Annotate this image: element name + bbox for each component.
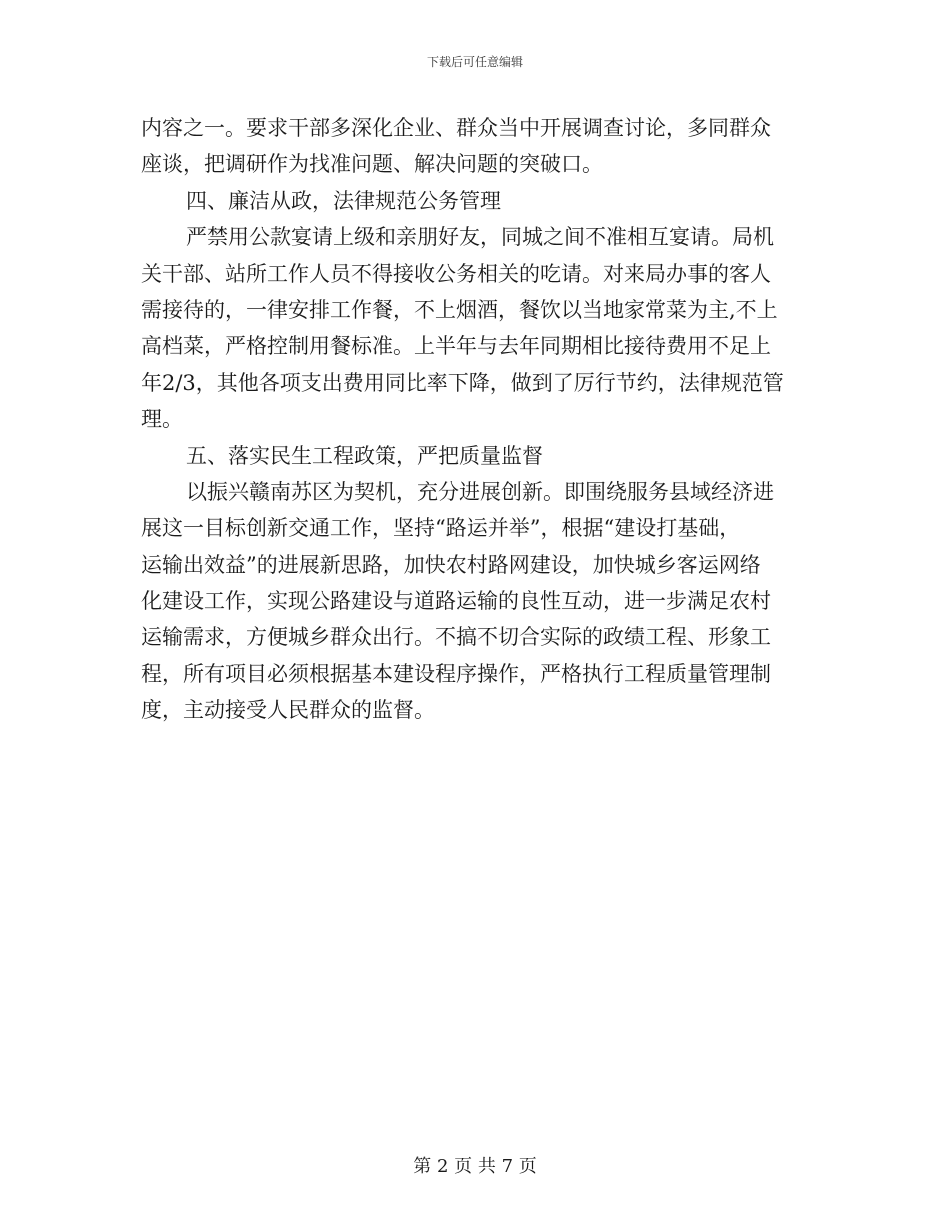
body-line: 年2/3，其他各项支出费用同比率下降，做到了厉行节约，法律规范管 xyxy=(141,370,784,395)
page-number: 第 2 页 共 7 页 xyxy=(413,1156,537,1177)
body-line: 严禁用公款宴请上级和亲朋好友，同城之间不准相互宴请。局机 xyxy=(186,225,774,250)
body-line: 理。 xyxy=(141,407,183,432)
body-line: 程，所有项目必须根据基本建设程序操作，严格执行工程质量管理制 xyxy=(141,661,771,686)
body-line: 需接待的，一律安排工作餐，不上烟酒，餐饮以当地家常菜为主,不上 xyxy=(141,297,778,322)
body-line: 化建设工作，实现公路建设与道路运输的良性互动，进一步满足农村 xyxy=(141,589,771,614)
body-line: 高档菜，严格控制用餐标准。上半年与去年同期相比接待费用不足上 xyxy=(141,334,771,359)
section-heading: 四、廉洁从政，法律规范公务管理 xyxy=(186,188,501,213)
body-line: 运输出效益”的进展新思路，加快农村路网建设，加快城乡客运网络 xyxy=(141,552,761,577)
body-line: 展这一目标创新交通工作，坚持“路运并举”，根据“建设打基础， xyxy=(141,516,741,541)
body-line: 运输需求，方便城乡群众出行。不搞不切合实际的政绩工程、形象工 xyxy=(141,625,771,650)
body-line: 座谈，把调研作为找准问题、解决问题的突破口。 xyxy=(141,152,603,177)
body-line: 关干部、站所工作人员不得接收公务相关的吃请。对来局办事的客人 xyxy=(141,261,771,286)
section-heading: 五、落实民生工程政策，严把质量监督 xyxy=(186,443,543,468)
document-body xyxy=(141,110,811,729)
body-line: 度，主动接受人民群众的监督。 xyxy=(141,698,435,723)
body-line: 以振兴赣南苏区为契机，充分进展创新。即围绕服务县域经济进 xyxy=(186,479,774,504)
page-header: 下载后可任意编辑 xyxy=(426,55,523,69)
body-line: 内容之一。要求干部多深化企业、群众当中开展调查讨论，多同群众 xyxy=(141,116,771,140)
